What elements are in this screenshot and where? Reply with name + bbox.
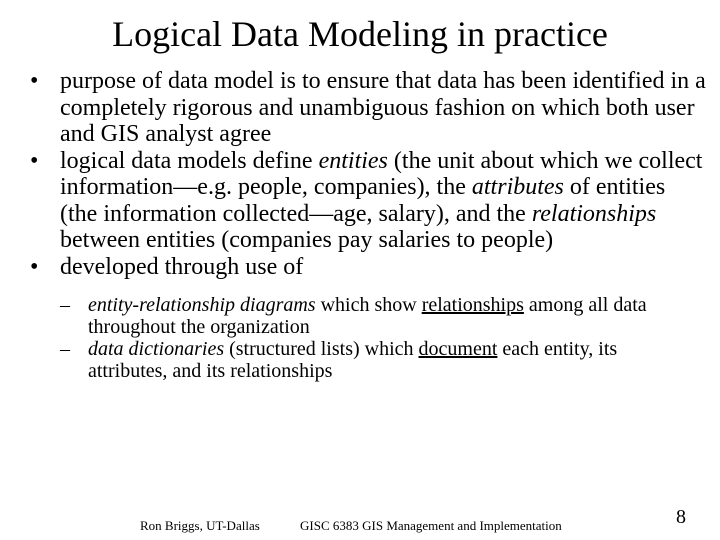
term-data-dictionaries: data dictionaries <box>88 338 225 360</box>
subbullet-text-run: among all data throughout the organization <box>88 294 647 338</box>
slide-title: Logical Data Modeling in practice <box>112 14 608 54</box>
subbullet-list <box>60 294 700 382</box>
subbullet-text <box>88 294 647 338</box>
footer-author: Ron Briggs, UT-Dallas <box>140 518 260 533</box>
page-number: 8 <box>676 506 686 528</box>
term-er-diagrams: entity-relationship diagrams <box>88 294 316 316</box>
subbullet-text-run: each entity, its attributes, and its relationships <box>88 338 618 382</box>
bullet-text-run: purpose of data model is to ensure that data has been identified in a completely rigorous and unambiguous fashion on which both user and GIS analyst agree <box>60 68 706 147</box>
underlined-relationships: relationships <box>421 294 524 316</box>
bullet-text <box>60 254 303 280</box>
subbullet-marker: – <box>60 338 70 360</box>
bullet-text-run: (the unit about which we collect information—e.g. people, companies), the <box>60 147 703 200</box>
underlined-document: document <box>418 338 498 360</box>
subbullet-item <box>60 338 700 382</box>
subbullet-text <box>88 338 617 382</box>
bullet-marker: • <box>30 68 39 94</box>
bullet-text-run: of entities (the information collected—age, salary), and the <box>60 174 666 227</box>
subbullet-marker: – <box>60 294 70 316</box>
bullet-marker: • <box>30 147 39 174</box>
footer-course: GISC 6383 GIS Management and Implementation <box>300 518 562 533</box>
bullet-text-run: between entities (companies pay salaries to people) <box>60 227 554 253</box>
subbullet-item <box>60 294 700 338</box>
bullet-text <box>60 68 706 147</box>
bullet-text <box>60 148 702 254</box>
bullet-item <box>28 254 708 383</box>
bullet-marker: • <box>30 253 39 280</box>
bullet-list <box>28 68 708 382</box>
bullet-text-run: logical data models define <box>60 147 319 174</box>
subbullet-text-run: which show <box>315 294 422 316</box>
term-entities: entities <box>318 147 388 174</box>
bullet-item <box>28 68 708 148</box>
bullet-text-run: developed through use of <box>60 253 304 280</box>
bullet-item <box>28 148 708 254</box>
term-relationships: relationships <box>531 200 657 227</box>
subbullet-text-run: (structured lists) which <box>224 338 419 360</box>
term-attributes: attributes <box>471 174 564 200</box>
